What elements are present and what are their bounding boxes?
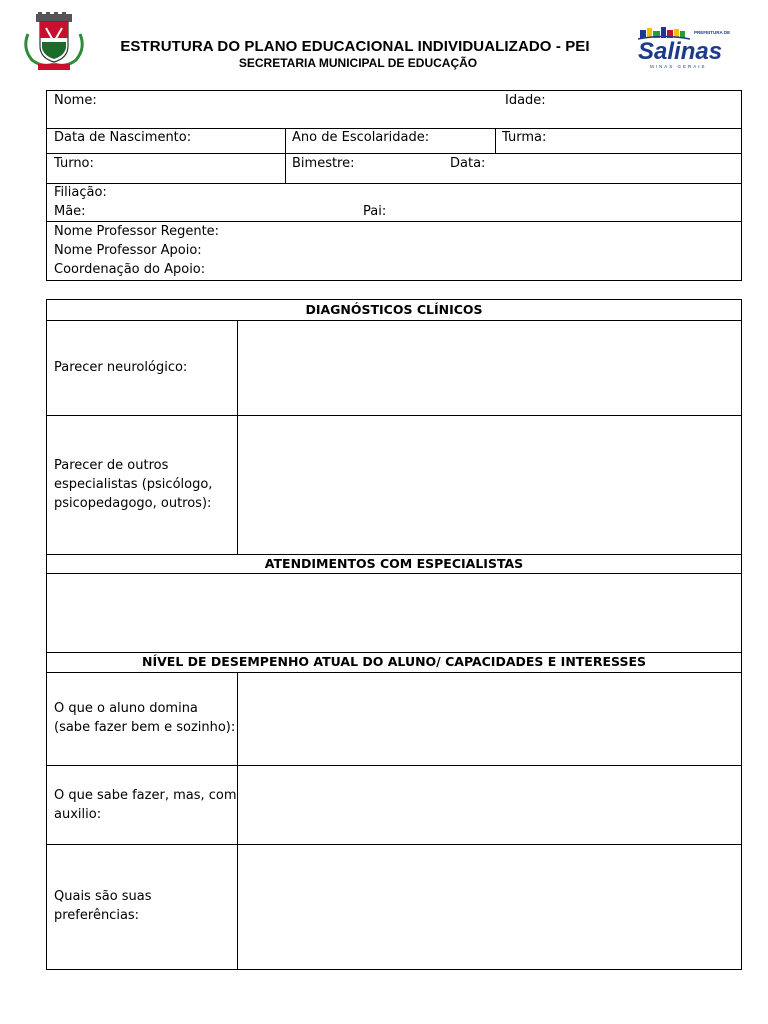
bimestre-label: Bimestre: — [292, 156, 355, 171]
atendimentos-field[interactable] — [49, 575, 739, 651]
mae-label: Mãe: — [54, 204, 86, 219]
turno-label: Turno: — [54, 156, 94, 171]
parecer-outros-label-line2: especialistas (psicólogo, — [54, 477, 213, 492]
professor-regente-label: Nome Professor Regente: — [54, 224, 220, 239]
auxilio-label-line2: auxilio: — [54, 807, 102, 822]
diagnosticos-header: DIAGNÓSTICOS CLÍNICOS — [305, 302, 483, 317]
domina-label-line2: (sabe fazer bem e sozinho): — [54, 720, 236, 735]
logo-top-text: PREFEITURA DE — [694, 30, 731, 35]
student-info-table — [46, 90, 742, 281]
municipal-crest-icon — [18, 12, 90, 74]
parecer-neurologico-field[interactable] — [239, 322, 739, 414]
coordenacao-apoio-label: Coordenação do Apoio: — [54, 262, 206, 277]
professor-apoio-label: Nome Professor Apoio: — [54, 243, 202, 258]
preferencias-label-line2: preferências: — [54, 908, 140, 923]
parecer-outros-label-line1: Parecer de outros — [54, 458, 169, 473]
domina-field[interactable] — [239, 674, 739, 764]
idade-field-label: Idade: — [505, 93, 546, 108]
preferencias-label-line1: Quais são suas — [54, 889, 152, 904]
turma-label: Turma: — [502, 130, 547, 145]
filiacao-label: Filiação: — [54, 185, 107, 200]
document-title: ESTRUTURA DO PLANO EDUCACIONAL INDIVIDUALIZADO - PEI — [120, 38, 590, 55]
auxilio-field[interactable] — [239, 767, 739, 843]
salinas-logo-icon — [634, 24, 734, 70]
logo-bottom-text: MINAS GERAIS — [650, 64, 707, 69]
ano-escolaridade-label: Ano de Escolaridade: — [292, 130, 430, 145]
preferencias-field[interactable] — [239, 846, 739, 968]
parecer-outros-label-line3: psicopedagogo, outros): — [54, 496, 212, 511]
data-label: Data: — [450, 156, 486, 171]
pai-label: Pai: — [363, 204, 387, 219]
nivel-desempenho-header: NÍVEL DE DESEMPENHO ATUAL DO ALUNO/ CAPACIDADES E INTERESSES — [142, 654, 646, 669]
data-nascimento-label: Data de Nascimento: — [54, 130, 192, 145]
diagnostics-table — [46, 299, 742, 970]
logo-name: Salinas — [638, 38, 723, 65]
nome-field-label: Nome: — [54, 93, 97, 108]
atendimentos-header: ATENDIMENTOS COM ESPECIALISTAS — [264, 556, 524, 571]
parecer-outros-field[interactable] — [239, 417, 739, 553]
domina-label-line1: O que o aluno domina — [54, 701, 198, 716]
auxilio-label-line1: O que sabe fazer, mas, com — [54, 788, 237, 803]
parecer-neurologico-label: Parecer neurológico: — [54, 360, 188, 375]
document-subtitle: SECRETARIA MUNICIPAL DE EDUCAÇÃO — [238, 56, 478, 70]
